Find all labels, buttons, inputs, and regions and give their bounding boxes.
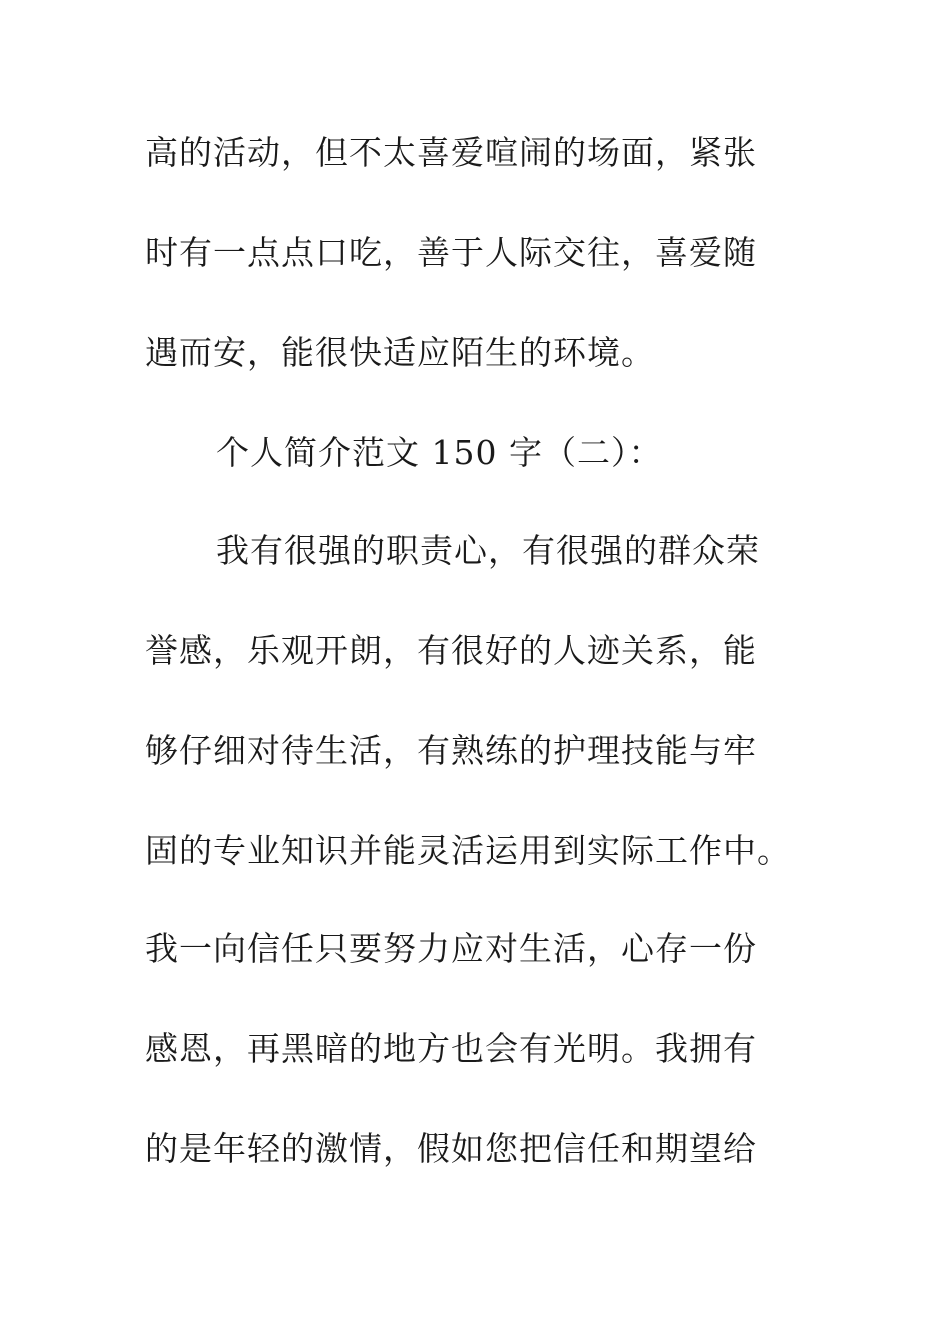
paragraph-line: 我有很强的职责心，有很强的群众荣: [216, 531, 760, 570]
paragraph-line: 高的活动，但不太喜爱喧闹的场面，紧张: [145, 133, 757, 172]
paragraph-line: 固的专业知识并能灵活运用到实际工作中。: [145, 831, 791, 870]
paragraph-line: 遇而安，能很快适应陌生的环境。: [145, 333, 655, 372]
paragraph-line: 的是年轻的激情，假如您把信任和期望给: [145, 1129, 757, 1168]
paragraph-line: 我一向信任只要努力应对生活，心存一份: [145, 929, 757, 968]
paragraph-line: 够仔细对待生活，有熟练的护理技能与牢: [145, 731, 757, 770]
section-heading: 个人简介范文 150 字（二）：: [216, 433, 663, 472]
paragraph-line: 时有一点点口吃，善于人际交往，喜爱随: [145, 233, 757, 272]
paragraph-line: 誉感，乐观开朗，有很好的人迹关系，能: [145, 631, 757, 670]
paragraph-line: 感恩，再黑暗的地方也会有光明。我拥有: [145, 1029, 757, 1068]
